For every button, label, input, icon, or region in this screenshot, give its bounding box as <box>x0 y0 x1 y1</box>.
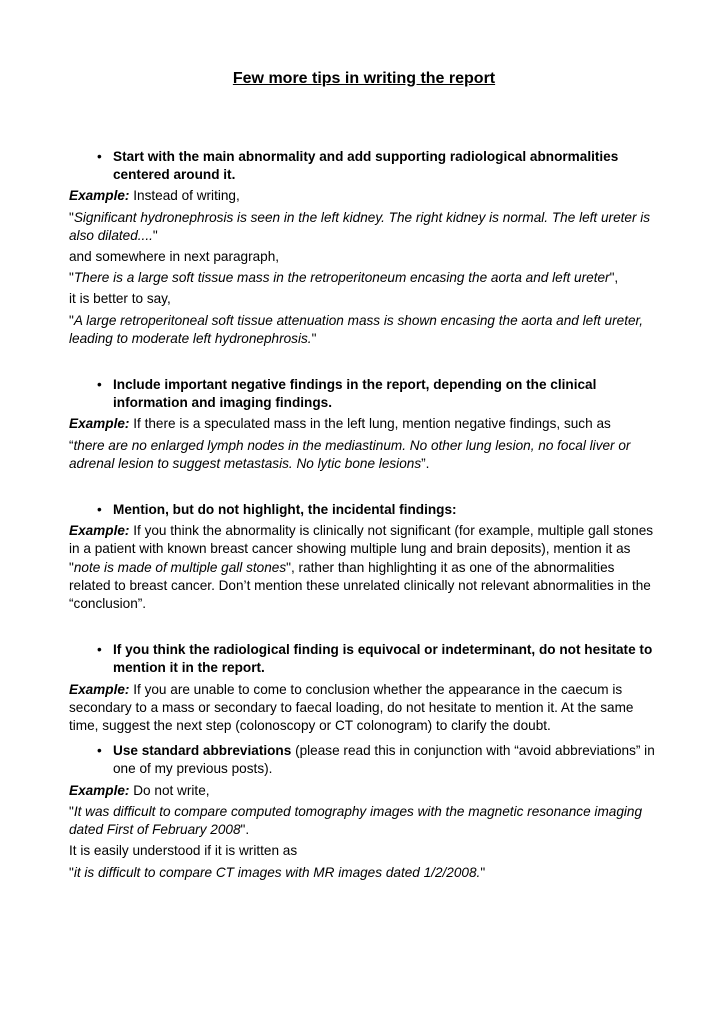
tip-5-line-2: It is easily understood if it is written as <box>69 843 298 859</box>
section-gap <box>69 476 659 501</box>
tip-1-example-text: Instead of writing, <box>133 188 240 204</box>
quote-open: " <box>69 209 74 225</box>
tip-2-quote-text: there are no enlarged lymph nodes in the mediastinum. No other lung lesion, no focal liver or adrenal lesion to suggest metastasis. No lytic bone lesions <box>69 437 631 471</box>
tip-5-example <box>69 782 659 800</box>
tip-3-example-a: If you think the abnormality is clinically not significant (for example, multiple gall stones in a patient with known breast cancer showing multiple lung and brain deposits), mention it as " <box>69 523 654 575</box>
example-label: Example: <box>69 523 130 539</box>
quote-close: " <box>152 227 158 243</box>
tip-5-text-bold: Use standard abbreviations <box>113 743 292 759</box>
tip-1-example <box>69 187 659 205</box>
tip-1-bullet <box>69 148 659 184</box>
quote-close: ”. <box>421 455 430 471</box>
bullet-icon: • <box>97 149 102 164</box>
tip-4-example <box>69 681 659 736</box>
quote-open: " <box>69 803 74 819</box>
bullet-icon: • <box>97 502 102 518</box>
tip-3-text: Mention, but do not highlight, the incidental findings: <box>113 502 457 518</box>
tip-1-quote-1 <box>69 209 659 245</box>
quote-close: " <box>480 864 486 880</box>
tip-5-example-text: Do not write, <box>133 782 210 798</box>
quote-open: “ <box>69 437 74 453</box>
tip-3-example <box>69 522 659 613</box>
tip-2-example-text: If there is a speculated mass in the left lung, mention negative findings, such as <box>133 416 611 432</box>
tip-5-text-rest: (please read this in conjunction with “avoid abbreviations” in one of my previous posts). <box>113 743 655 777</box>
tip-5-quote-1 <box>69 803 659 839</box>
tip-2-quote <box>69 437 659 473</box>
tip-5-bullet <box>69 742 659 778</box>
tip-3-bullet <box>69 501 659 519</box>
quote-open: " <box>69 270 74 286</box>
tip-2-bullet <box>69 376 659 412</box>
tip-1-quote-2 <box>69 269 659 287</box>
tip-5-quote-2-text: it is difficult to compare CT images with MR images dated 1/2/2008. <box>73 864 481 880</box>
tip-2-example <box>69 415 659 433</box>
quote-open: " <box>69 864 74 880</box>
quote-close: ". <box>240 822 250 838</box>
page-title: Few more tips in writing the report <box>232 70 496 87</box>
tip-4-text: If you think the radiological finding is equivocal or indeterminant, do not hesitate to mention it in the report. <box>113 642 653 676</box>
quote-close: " <box>311 330 317 346</box>
tip-1-quote-2-text: There is a large soft tissue mass in the retroperitoneum encasing the aorta and left ureter <box>73 270 610 286</box>
example-label: Example: <box>69 416 130 432</box>
bullet-icon: • <box>97 642 102 658</box>
section-gap <box>69 616 659 641</box>
bullet-icon: • <box>97 377 102 393</box>
quote-close: ", <box>609 270 619 286</box>
tip-1-line-3: it is better to say, <box>69 291 171 307</box>
quote-open: " <box>69 312 74 328</box>
tip-1-quote-1-text: Significant hydronephrosis is seen in the left kidney. The right kidney is normal. The left ureter is also dilated.... <box>69 209 651 243</box>
example-label: Example: <box>69 782 130 798</box>
tip-5-quote-1-text: It was difficult to compare computed tomography images with the magnetic resonance imaging dated First of February 2008 <box>69 803 643 838</box>
tip-3-example-quote: note is made of multiple gall stones <box>73 559 287 575</box>
tip-1-quote-3 <box>69 312 659 348</box>
tip-1-quote-3-text: A large retroperitoneal soft tissue attenuation mass is shown encasing the aorta and left ureter, leading to moderate left hydronephrosis. <box>69 312 644 346</box>
document-body <box>69 148 659 885</box>
tip-1-line-2: and somewhere in next paragraph, <box>69 249 280 265</box>
tip-1-text: Start with the main abnormality and add supporting radiological abnormalities centered around it. <box>113 149 619 183</box>
example-label: Example: <box>69 188 130 204</box>
bullet-icon: • <box>97 743 102 759</box>
example-label: Example: <box>69 681 130 697</box>
tip-2-text: Include important negative findings in the report, depending on the clinical information and imaging findings. <box>113 377 597 411</box>
tip-3-example-b: ", rather than highlighting it as one of the abnormalities related to breast cancer. Don’t mention these unrelated clinically not relevant abnormalities in the “conclusion”. <box>69 559 651 612</box>
tip-5-quote-2 <box>69 864 659 882</box>
tip-4-example-text: If you are unable to come to conclusion whether the appearance in the caecum is secondary to a mass or secondary to faecal loading, do not hesitate to mention it. At the same time, suggest the next step (colonoscopy or CT colonogram) to clarify the doubt. <box>69 681 634 734</box>
section-gap <box>69 351 659 376</box>
tip-4-bullet <box>69 641 659 677</box>
